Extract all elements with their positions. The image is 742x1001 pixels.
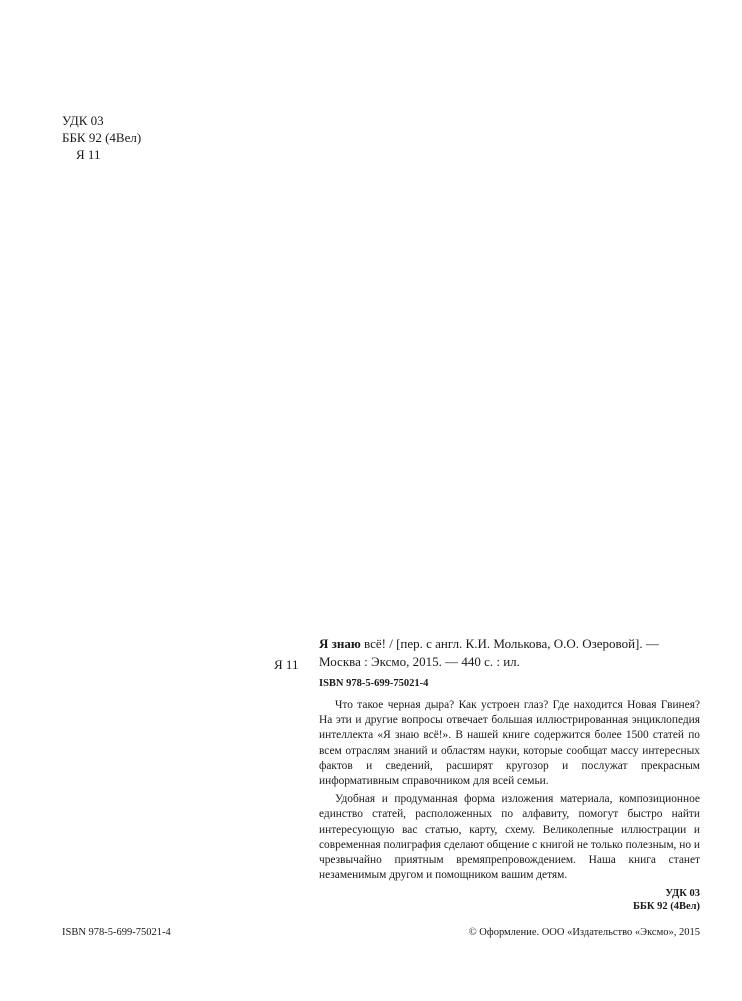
bbk-code-top: ББК 92 (4Вел): [62, 130, 142, 145]
footer-isbn: ISBN 978-5-699-75021-4: [62, 927, 171, 938]
udk-code-top: УДК 03: [62, 113, 104, 128]
annotation-paragraph-2: Удобная и продуманная форма изложения материала, композиционное единство статей, расположенных по алфавиту, помогут быстро найти интересующую вас статью, карту, схему. Великолепные иллюстрации и современная полиграфия сделают общение с книгой не только полезным, но и чрезвычайно приятным времяпрепровождением. Наша книга станет незаменимым другом и помощником вашим детям.: [319, 793, 700, 882]
book-title: Я знаю: [319, 636, 361, 651]
citation-details: всё! / [пер. с англ. К.И. Молькова, О.О. Озеровой]. —: [360, 636, 659, 651]
udk-code-bottom: УДК 03: [665, 888, 700, 900]
classification-codes-bottom: [319, 887, 700, 913]
annotation-paragraph-1: Что такое черная дыра? Как устроен глаз? Где находится Новая Гвинея? На эти и другие вопросы отвечает большая иллюстрированная энциклопедия интеллекта «Я знаю всё!». В нашей книге содержится более 1500 статей по всем отраслям знаний и областям науки, которые сообщат массу интересных фактов и сведений, расширят кругозор и послужат прекрасным информативным справочником для всей семьи.: [319, 699, 700, 788]
author-mark-margin: Я 11: [274, 657, 299, 672]
bbk-code-bottom: ББК 92 (4Вел): [632, 901, 700, 913]
author-mark-top: Я 11: [76, 147, 101, 162]
bibliographic-record: [319, 635, 700, 913]
citation-imprint: Москва : Эксмо, 2015. — 440 с. : ил.: [319, 654, 520, 669]
isbn-record: ISBN 978-5-699-75021-4: [319, 678, 429, 689]
citation: [319, 635, 700, 671]
footer-copyright: © Оформление. ООО «Издательство «Эксмо», 2015: [468, 927, 700, 938]
